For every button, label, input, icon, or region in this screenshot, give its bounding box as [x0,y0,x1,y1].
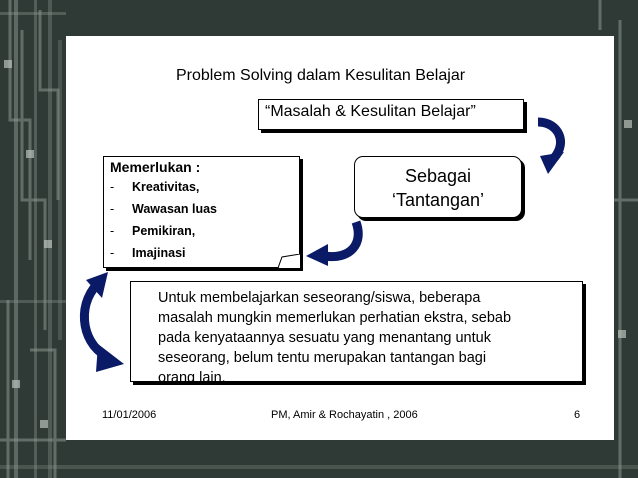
note-line: masalah mungkin memerlukan perhatian ekstra, sebab [158,310,512,326]
folded-corner [278,254,300,268]
challenge-line-2: ‘Tantangan’ [391,190,485,210]
curved-arrow-left-icon [72,272,130,376]
footer-author: PM, Amir & Rochayatin , 2006 [271,409,418,421]
note-line: orang lain. [158,370,226,386]
challenge-box [354,156,522,218]
needs-heading: Memerlukan : [110,159,201,175]
slide-title: Problem Solving dalam Kesulitan Belajar [176,67,466,84]
challenge-line-1: Sebagai [404,166,472,186]
note-line: seseorang, belum tentu merupakan tantangan bagi [158,350,487,366]
note-box [130,281,583,386]
needs-item: - Pemikiran, [110,224,196,238]
needs-box [103,156,300,268]
needs-list [110,180,299,268]
needs-item: - Kreativitas, [110,180,200,194]
needs-item: - Imajinasi [110,246,186,260]
curved-arrow-right-icon [528,112,578,182]
footer-date: 11/01/2006 [102,409,157,421]
note-line: Untuk membelajarkan seseorang/siswa, beberapa [158,290,481,306]
curved-arrow-middle-icon [302,218,368,266]
note-line: pada kenyataannya sesuatu yang menantang untuk [158,330,491,346]
footer-page-number: 6 [574,409,581,421]
problem-box: “Masalah & Kesulitan Belajar” [258,99,524,130]
needs-item: - Wawasan luas [110,202,217,216]
